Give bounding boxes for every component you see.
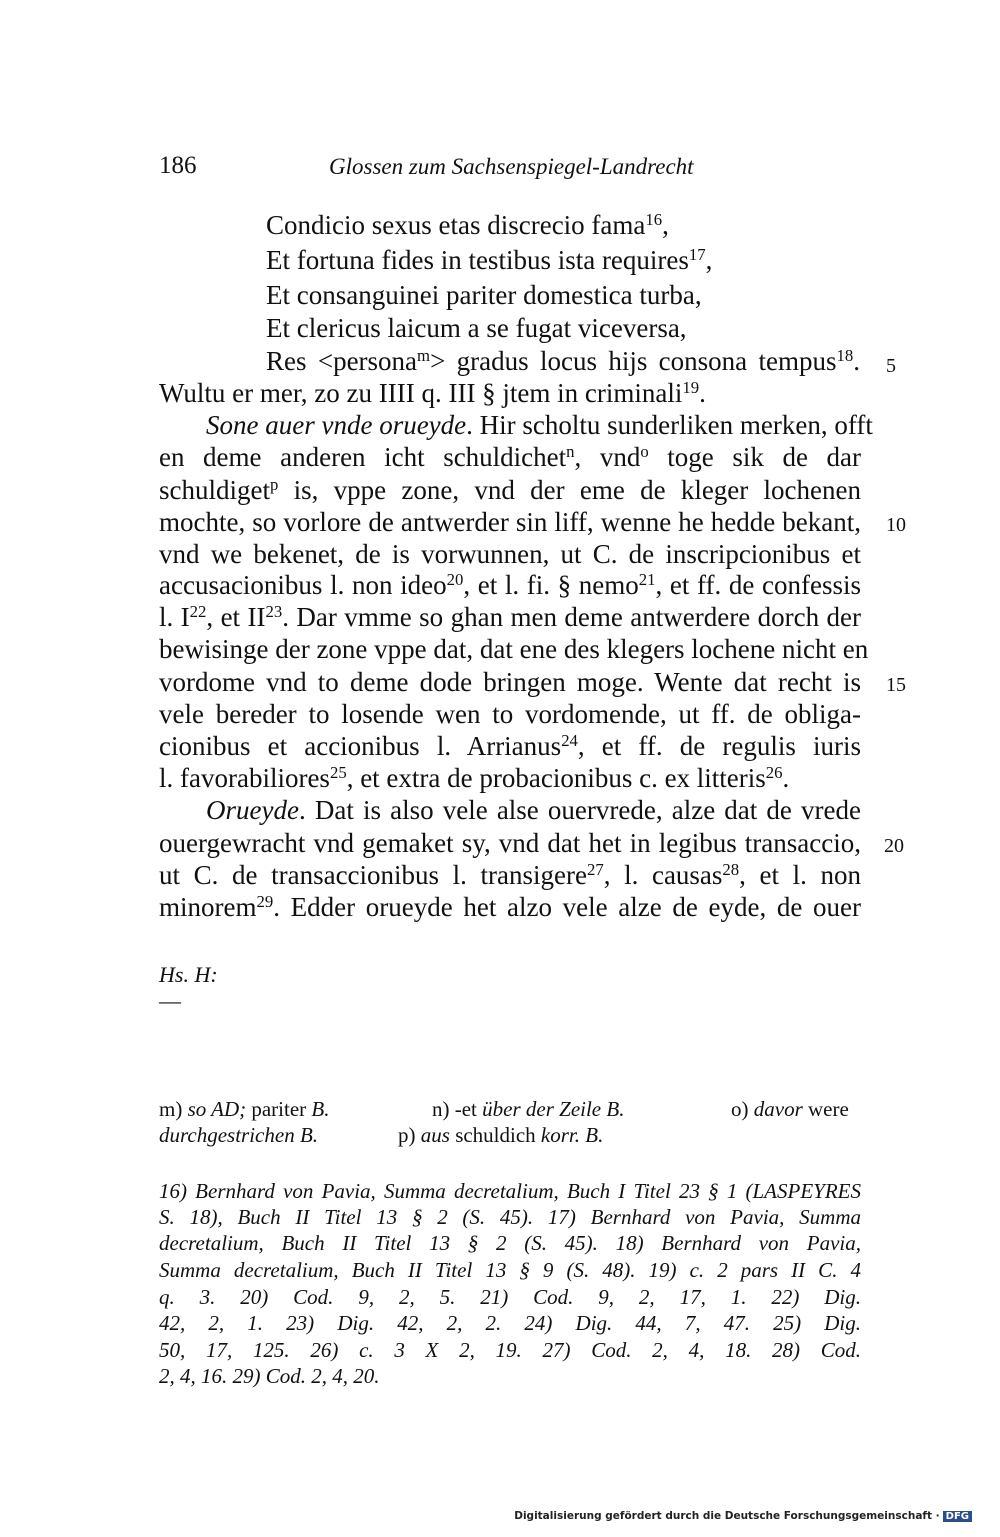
text-line: l. favorabiliores$^{25}$, et extra de probacionibus c. ex litteris$^{26}$. <box>159 762 790 793</box>
running-title: Glossen zum Sachsenspiegel-Landrecht <box>329 154 694 179</box>
manuscript-dash: — <box>159 988 181 1013</box>
line-number: 20 <box>884 835 904 857</box>
page-number: 186 <box>159 152 197 179</box>
text-line: minorem$^{29}$. Edder orueyde het alzo vele alze de eyde, de ouer <box>159 891 861 922</box>
apparatus-note-o-cont: durchgestrichen B. <box>159 1123 319 1147</box>
footnote-line: 2, 4, 16. 29) Cod. 2, 4, 20. <box>159 1364 380 1388</box>
footnote-line: Summa decretalium, Buch II Titel 13 § 9 (S. 48). 19) c. 2 pars II C. 4 <box>159 1258 861 1282</box>
footnote-line: 16) Bernhard von Pavia, Summa decretalium, Buch I Titel 23 § 1 (LASPEYRES <box>159 1179 861 1203</box>
verse-line: Et clericus laicum a se fugat viceversa, <box>266 313 687 343</box>
text-line: mochte, so vorlore de antwerder sin liff, wenne he hedde bekant, <box>159 507 861 537</box>
text-line: schuldiget$^p$ is, vppe zone, vnd der eme de kleger lochenen <box>159 474 861 505</box>
line-number: 10 <box>886 514 906 536</box>
text-line: ut C. de transaccionibus l. transigere$^{27}$, l. causas$^{28}$, et l. non <box>159 859 861 890</box>
verse-line: Et consanguinei pariter domestica turba, <box>266 280 702 310</box>
text-line: cionibus et accionibus l. Arrianus$^{24}$, et ff. de regulis iuris <box>159 730 861 761</box>
footnote-line: S. 18), Buch II Titel 13 § 2 (S. 45). 17) Bernhard von Pavia, Summa <box>159 1205 861 1229</box>
footnote-line: q. 3. 20) Cod. 9, 2, 5. 21) Cod. 9, 2, 17, 1. 22) Dig. <box>159 1285 861 1309</box>
footnote-line: decretalium, Buch II Titel 13 § 2 (S. 45). 18) Bernhard von Pavia, <box>159 1231 861 1255</box>
apparatus-note-o: o) davor were <box>731 1097 849 1121</box>
text-line: l. $I^{22}$, et II$^{23}$. Dar vmme so ghan men deme antwerdere dorch der <box>159 601 862 632</box>
text-line: Orueyde. Dat is also vele alse ouervrede, alze dat de vrede <box>206 795 861 825</box>
dfg-logo: DFG <box>943 1511 972 1522</box>
text-line: bewisinge der zone vppe dat, dat ene des klegers lochene nicht en <box>159 634 869 664</box>
text-line: Wultu er mer, zo zu IIII q. III § jtem in criminali$^{19}$. <box>159 377 706 408</box>
line-number: 15 <box>886 674 906 696</box>
apparatus-note-p: p) aus schuldich korr. B. <box>398 1123 604 1147</box>
text-line: Sone auer vnde orueyde. Hir scholtu sunderliken merken, offt <box>206 410 873 440</box>
verse-line: Et fortuna fides in testibus ista requires$^{17}$, <box>266 244 713 275</box>
text-line: accusacionibus l. non ideo$^{20}$, et l. fi. § nemo$^{21}$, et ff. de confessis <box>159 569 861 600</box>
text-line: vnd we bekenet, de is vorwunnen, ut C. de inscripcionibus et <box>159 539 861 569</box>
footnote-line: 50, 17, 125. 26) c. 3 X 2, 19. 27) Cod. 2, 4, 18. 28) Cod. <box>159 1338 861 1362</box>
footnote-line: 42, 2, 1. 23) Dig. 42, 2, 2. 24) Dig. 44, 7, 47. 25) Dig. <box>159 1311 861 1335</box>
manuscript-label: Hs. H: <box>159 962 218 987</box>
apparatus-note-n: n) -et über der Zeile B. <box>432 1097 625 1121</box>
line-number: 5 <box>886 355 896 377</box>
verse-line: Condicio sexus etas discrecio fama$^{16}$, <box>266 209 669 240</box>
text-line: en deme anderen icht schuldichet$^n$, vnd$^o$ toge sik de dar <box>159 441 861 472</box>
text-line: vordome vnd to deme dode bringen moge. Wente dat recht is <box>159 667 861 697</box>
verse-line: Res <persona$^m$> gradus locus hijs consona tempus$^{18}$. <box>266 345 860 376</box>
text-line: ouergewracht vnd gemaket sy, vnd dat het in legibus transaccio, <box>159 828 861 858</box>
apparatus-note-m: m) so AD; pariter B. <box>159 1097 330 1121</box>
digitization-footer: Digitalisierung gefördert durch die Deutsche Forschungsgemeinschaft · DFG <box>514 1510 972 1522</box>
text-line: vele bereder to losende wen to vordomende, ut ff. de obliga- <box>159 699 861 729</box>
